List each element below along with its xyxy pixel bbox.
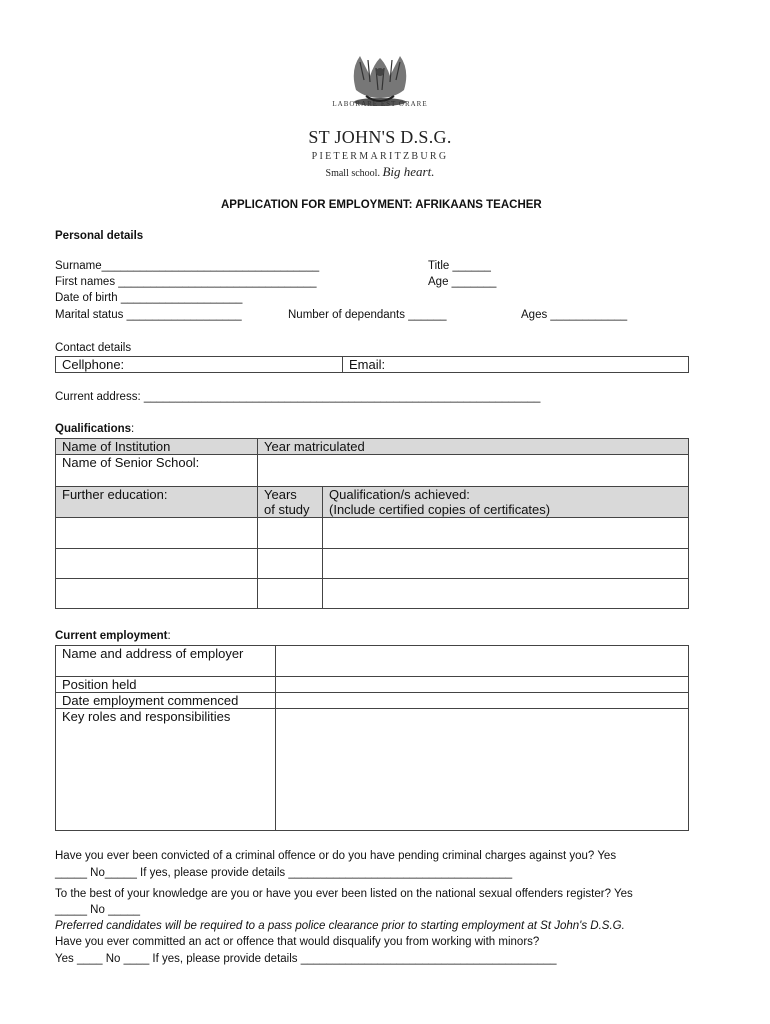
tagline-script: Big heart. (382, 164, 435, 179)
personal-details-heading: Personal details (55, 230, 144, 242)
institution-header: Name of Institution (56, 439, 258, 455)
further-education-label: Further education: (56, 487, 258, 518)
surname-field[interactable]: Surname__________________________________ (55, 260, 320, 272)
form-title: APPLICATION FOR EMPLOYMENT: AFRIKAANS TEACHER (221, 199, 542, 211)
year-matriculated-header: Year matriculated (258, 439, 689, 455)
minors-answer[interactable]: Yes ____ No ____ If yes, please provide details ________________________________________ (55, 953, 557, 965)
years-row-1[interactable] (258, 518, 323, 549)
further-education-row-1[interactable] (56, 518, 258, 549)
offenders-register-answer[interactable]: _____ No _____ (55, 904, 141, 916)
school-logo (290, 50, 470, 185)
school-motto: LABORARE EST ORARE (332, 100, 428, 108)
offenders-register-question: To the best of your knowledge are you or have you ever been listed on the national sexual offenders register? Yes (55, 888, 633, 900)
employer-input[interactable] (276, 646, 689, 677)
qualifications-heading-text: Qualifications (55, 423, 132, 435)
years-line-2: of study (264, 502, 310, 517)
age-field[interactable]: Age _______ (428, 276, 497, 288)
first-names-field[interactable]: First names _______________________________ (55, 276, 317, 288)
police-clearance-note: Preferred candidates will be required to a pass police clearance prior to starting employment at St John's D.S.G. (55, 920, 625, 932)
qualifications-heading (55, 423, 134, 435)
current-address-field[interactable]: Current address: ______________________________________________________________ (55, 391, 541, 403)
years-row-2[interactable] (258, 549, 323, 579)
dependant-ages-field[interactable]: Ages ____________ (521, 309, 628, 321)
employment-heading (55, 630, 171, 642)
qualification-row-3[interactable] (323, 579, 689, 609)
tagline-plain: Small school. (325, 168, 380, 179)
contact-table (55, 356, 689, 373)
criminal-answer[interactable]: _____ No_____ If yes, please provide details ___________________________________ (55, 867, 513, 879)
qualification-row-1[interactable] (323, 518, 689, 549)
years-line-1: Years (264, 487, 297, 502)
position-input[interactable] (276, 677, 689, 693)
marital-status-field[interactable]: Marital status __________________ (55, 309, 242, 321)
position-label: Position held (56, 677, 276, 693)
cellphone-cell[interactable]: Cellphone: (56, 357, 343, 373)
senior-school-label: Name of Senior School: (56, 455, 258, 487)
school-name: ST JOHN'S D.S.G. (308, 127, 452, 147)
years-row-3[interactable] (258, 579, 323, 609)
employer-label: Name and address of employer (56, 646, 276, 677)
title-field[interactable]: Title ______ (428, 260, 491, 272)
school-city: PIETERMARITZBURG (311, 151, 449, 162)
date-of-birth-field[interactable]: Date of birth ___________________ (55, 292, 243, 304)
further-education-row-2[interactable] (56, 549, 258, 579)
commenced-input[interactable] (276, 693, 689, 709)
senior-school-input[interactable] (258, 455, 689, 487)
email-cell[interactable]: Email: (343, 357, 689, 373)
qualification-achieved-header (323, 487, 689, 518)
contact-details-heading: Contact details (55, 342, 132, 354)
roles-label: Key roles and responsibilities (56, 709, 276, 831)
qualification-row-2[interactable] (323, 549, 689, 579)
minors-question: Have you ever committed an act or offence that would disqualify you from working with minors? (55, 936, 540, 948)
criminal-question: Have you ever been convicted of a criminal offence or do you have pending criminal charges against you? Yes (55, 850, 617, 862)
employment-table (55, 645, 689, 831)
school-tagline (290, 164, 470, 180)
qualification-line-1: Qualification/s achieved: (329, 487, 470, 502)
commenced-label: Date employment commenced (56, 693, 276, 709)
roles-input[interactable] (276, 709, 689, 831)
qualification-line-2: (Include certified copies of certificates) (329, 502, 551, 517)
dependants-field[interactable]: Number of dependants ______ (288, 309, 447, 321)
qualifications-colon: : (131, 423, 135, 435)
employment-heading-text: Current employment (55, 630, 168, 642)
qualifications-table (55, 438, 689, 609)
further-education-row-3[interactable] (56, 579, 258, 609)
employment-colon: : (167, 630, 171, 642)
years-of-study-header (258, 487, 323, 518)
